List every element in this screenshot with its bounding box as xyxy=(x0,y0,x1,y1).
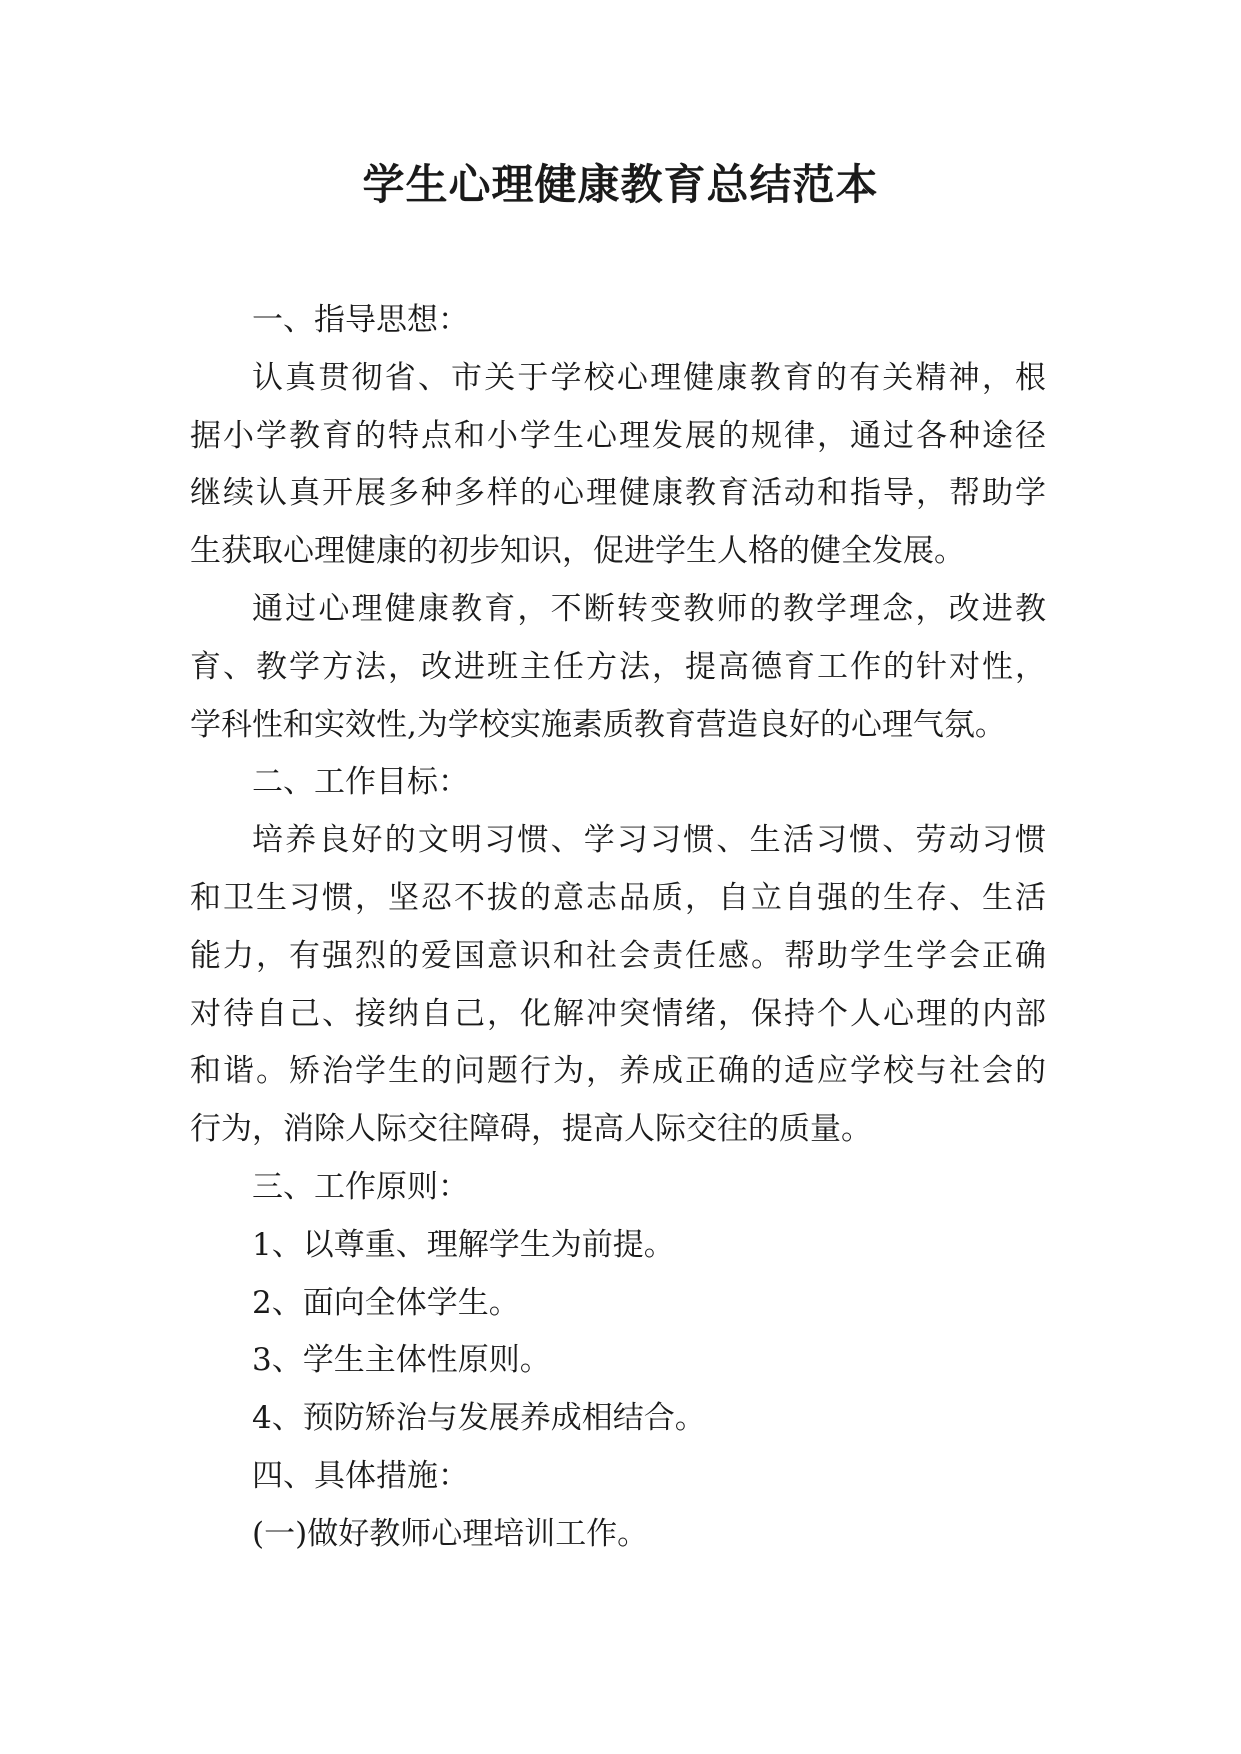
list-item: 2、面向全体学生。 xyxy=(252,1284,520,1321)
list-item: 1、以尊重、理解学生为前提。 xyxy=(252,1226,675,1263)
section-work-goals xyxy=(190,754,1046,1159)
document-body xyxy=(190,292,1046,1564)
paragraph-line: 和卫生习惯，坚忍不拔的意志品质，自立自强的生存、生活 xyxy=(190,879,1046,916)
section-heading: 四、具体措施： xyxy=(252,1457,469,1494)
section-heading: 二、工作目标： xyxy=(252,764,469,801)
section-guiding-ideology xyxy=(190,292,1046,754)
paragraph-line: 生获取心理健康的初步知识，促进学生人格的健全发展。 xyxy=(190,533,965,570)
paragraph-line: 通过心理健康教育，不断转变教师的教学理念，改进教 xyxy=(252,590,1046,627)
paragraph-line: 行为，消除人际交往障碍，提高人际交往的质量。 xyxy=(190,1111,872,1148)
paragraph-line: 能力，有强烈的爱国意识和社会责任感。帮助学生学会正确 xyxy=(190,937,1046,974)
paragraph-line: 培养良好的文明习惯、学习习惯、生活习惯、劳动习惯 xyxy=(252,822,1046,859)
paragraph xyxy=(190,812,1046,1159)
section-heading: 一、指导思想： xyxy=(252,302,469,338)
paragraph xyxy=(190,350,1046,581)
list-item: 3、学生主体性原则。 xyxy=(252,1342,551,1379)
paragraph-line: 对待自己、接纳自己，化解冲突情绪，保持个人心理的内部 xyxy=(190,995,1046,1032)
document-title: 学生心理健康教育总结范本 xyxy=(362,160,879,209)
list-item: 4、预防矫治与发展养成相结合。 xyxy=(252,1400,706,1437)
paragraph xyxy=(190,581,1046,754)
paragraph-line: 据小学教育的特点和小学生心理发展的规律，通过各种途径 xyxy=(190,417,1046,454)
paragraph-line: 学科性和实效性,为学校实施素质教育营造良好的心理气氛。 xyxy=(190,706,1006,743)
paragraph-line: 和谐。矫治学生的问题行为，养成正确的适应学校与社会的 xyxy=(190,1053,1046,1090)
section-work-principles xyxy=(190,1159,1046,1448)
section-specific-measures xyxy=(190,1448,1046,1564)
section-heading: 三、工作原则： xyxy=(252,1168,469,1205)
paragraph-line: 继续认真开展多种多样的心理健康教育活动和指导，帮助学 xyxy=(190,475,1046,512)
paragraph-line: 认真贯彻省、市关于学校心理健康教育的有关精神，根 xyxy=(252,359,1046,396)
list-item: (一)做好教师心理培训工作。 xyxy=(252,1515,649,1552)
paragraph-line: 育、教学方法，改进班主任方法，提高德育工作的针对性， xyxy=(190,648,1046,685)
